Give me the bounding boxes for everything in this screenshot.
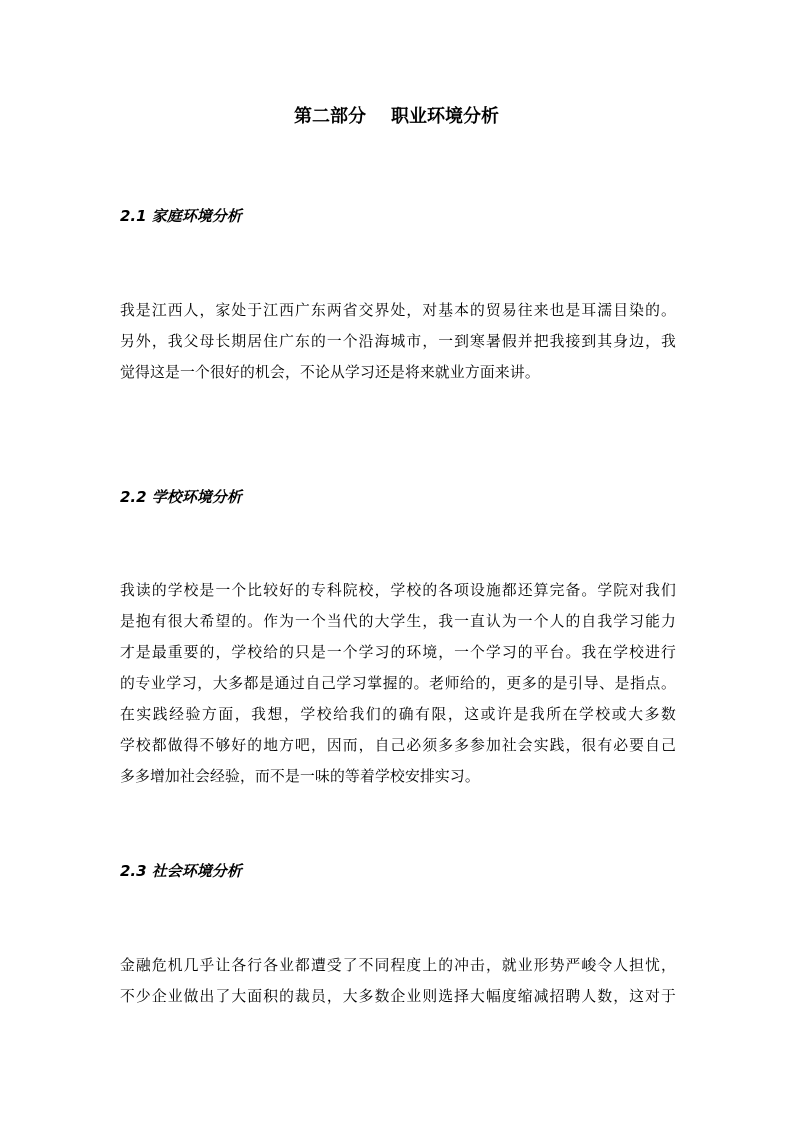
paragraph-line: 多多增加社会经验，而不是一味的等着学校安排实习。 — [120, 768, 480, 785]
paragraph-line: 另外，我父母长期居住广东的一个沿海城市，一到寒暑假并把我接到其身边，我 — [120, 333, 676, 350]
paragraph-line: 金融危机几乎让各行各业都遭受了不同程度上的冲击，就业形势严峻令人担忧， — [120, 957, 676, 974]
paragraph-line: 我读的学校是一个比较好的专科院校，学校的各项设施都还算完备。学院对我们 — [120, 582, 676, 599]
paragraph-society — [120, 950, 676, 1012]
paragraph-line: 才是最重要的，学校给的只是一个学习的环境，一个学习的平台。我在学校进行 — [120, 644, 676, 661]
page-title: 第二部分 职业环境分析 — [293, 106, 500, 127]
section-heading-family: 2.1 家庭环境分析 — [120, 207, 242, 225]
section-heading-school: 2.2 学校环境分析 — [120, 488, 242, 506]
paragraph-line: 的专业学习，大多都是通过自己学习掌握的。老师给的，更多的是引导、是指点。 — [120, 675, 676, 692]
paragraph-line: 在实践经验方面，我想，学校给我们的确有限，这或许是我所在学校或大多数 — [120, 706, 676, 723]
paragraph-line: 是抱有很大希望的。作为一个当代的大学生，我一直认为一个人的自我学习能力 — [120, 613, 676, 630]
paragraph-line: 觉得这是一个很好的机会，不论从学习还是将来就业方面来讲。 — [120, 364, 540, 381]
paragraph-school — [120, 575, 676, 792]
section-heading-society: 2.3 社会环境分析 — [120, 862, 242, 880]
paragraph-line: 不少企业做出了大面积的裁员，大多数企业则选择大幅度缩减招聘人数，这对于 — [120, 988, 676, 1005]
paragraph-line: 我是江西人，家处于江西广东两省交界处，对基本的贸易往来也是耳濡目染的。 — [120, 302, 676, 319]
paragraph-line: 学校都做得不够好的地方吧，因而，自己必须多多参加社会实践，很有必要自己 — [120, 737, 676, 754]
paragraph-family — [120, 295, 676, 388]
